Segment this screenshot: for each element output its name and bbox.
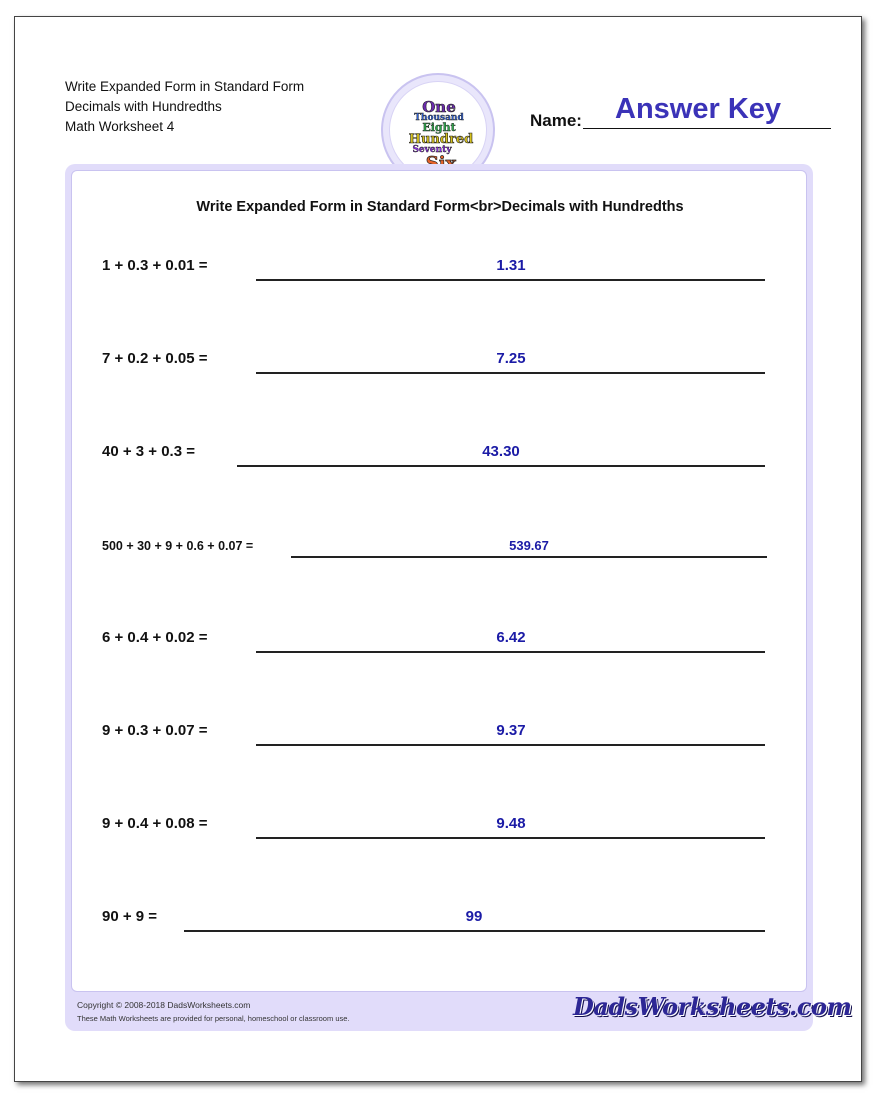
problem-question: 9 + 0.4 + 0.08 = bbox=[102, 815, 208, 832]
dadsworksheets-logo: DadsWorksheets.com bbox=[573, 992, 852, 1021]
problem-answer: 7.25 bbox=[496, 350, 526, 367]
problem-answer: 1.31 bbox=[496, 257, 526, 274]
problem-answer: 99 bbox=[465, 908, 483, 925]
answer-line[interactable] bbox=[184, 930, 765, 932]
header-worksheet-number: Math Worksheet 4 bbox=[65, 119, 175, 134]
footer-copyright: Copyright © 2008-2018 DadsWorksheets.com bbox=[77, 1000, 251, 1010]
problem-answer: 539.67 bbox=[509, 538, 549, 553]
problem-answer: 9.37 bbox=[496, 722, 526, 739]
header-title: Write Expanded Form in Standard Form bbox=[65, 79, 305, 94]
problem-answer: 9.48 bbox=[496, 815, 526, 832]
problem-answer: 43.30 bbox=[482, 443, 520, 460]
answer-line[interactable] bbox=[256, 744, 765, 746]
answer-line[interactable] bbox=[256, 372, 765, 374]
logo-word-eight: Eight bbox=[422, 121, 456, 134]
worksheet-body bbox=[71, 170, 807, 992]
name-field-line[interactable] bbox=[583, 128, 831, 129]
logo-word-hundred: Hundred bbox=[408, 132, 474, 147]
problem-question: 90 + 9 = bbox=[102, 908, 158, 925]
worksheet-page bbox=[14, 16, 862, 1082]
problem-question: 40 + 3 + 0.3 = bbox=[102, 443, 195, 460]
footer-usage-note: These Math Worksheets are provided for personal, homeschool or classroom use. bbox=[77, 1014, 350, 1023]
logo-word-thousand: Thousand bbox=[414, 113, 464, 123]
worksheet-header-info bbox=[65, 77, 304, 137]
answer-line[interactable] bbox=[237, 465, 765, 467]
answer-line[interactable] bbox=[256, 279, 765, 281]
header-subtitle: Decimals with Hundredths bbox=[65, 99, 222, 114]
problem-answer: 6.42 bbox=[496, 629, 526, 646]
answer-key-label: Answer Key bbox=[615, 93, 782, 125]
problem-question: 9 + 0.3 + 0.07 = bbox=[102, 722, 208, 739]
problem-question: 6 + 0.4 + 0.02 = bbox=[102, 629, 208, 646]
name-label: Name: bbox=[530, 111, 582, 130]
answer-line[interactable] bbox=[256, 651, 765, 653]
worksheet-title: Write Expanded Form in Standard Form<br>Decimals with Hundredths bbox=[196, 199, 684, 215]
problem-question: 500 + 30 + 9 + 0.6 + 0.07 = bbox=[102, 539, 254, 553]
problem-question: 7 + 0.2 + 0.05 = bbox=[102, 350, 208, 367]
logo-word-seventy: Seventy bbox=[412, 145, 452, 155]
logo-word-one: One bbox=[422, 98, 456, 116]
problem-question: 1 + 0.3 + 0.01 = bbox=[102, 257, 208, 274]
answer-line[interactable] bbox=[256, 837, 765, 839]
answer-line[interactable] bbox=[291, 556, 767, 558]
worksheet-frame bbox=[65, 164, 852, 1031]
